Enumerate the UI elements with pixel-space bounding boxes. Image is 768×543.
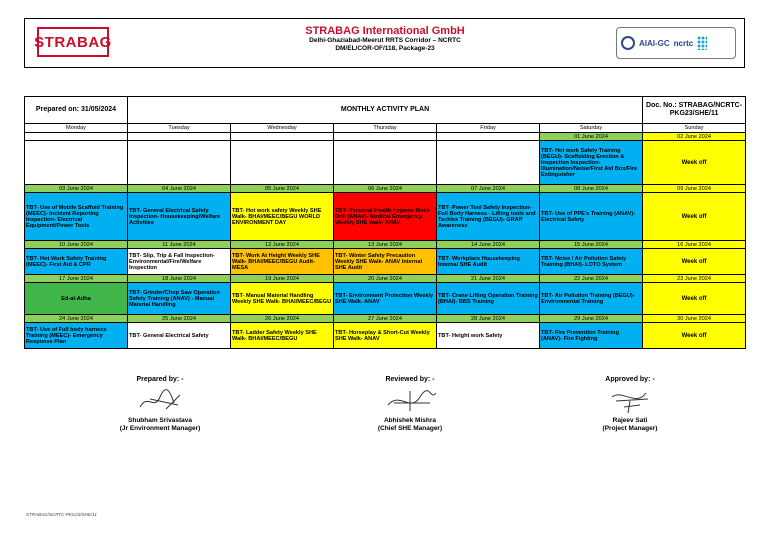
date-cell: 21 June 2024 xyxy=(437,275,540,283)
ncrtc-logo-text: ncrtc xyxy=(673,38,694,48)
holiday-cell: Ed-al-Adha xyxy=(25,283,128,315)
date-cell: 20 June 2024 xyxy=(334,275,437,283)
date-cell: 08 June 2024 xyxy=(540,185,643,193)
activity-cell: TBT- Personal Health hygiene Mock Drill (ANAV)- Medical Emergency Weekly SHE Walk- ANAV xyxy=(334,193,437,241)
date-cell xyxy=(231,133,334,141)
activity-cell: TBT- Workplace Housekeeping Internal SHE Audit xyxy=(437,249,540,275)
ncrtc-dots-icon xyxy=(697,36,707,50)
date-cell: 27 June 2024 xyxy=(334,315,437,323)
prepared-by-block xyxy=(90,376,230,433)
date-cell: 04 June 2024 xyxy=(128,185,231,193)
activity-cell: TBT- Power Tool Safety Inspection- Full Body Harness - Lifting tools and Tackles Training (BEGU)- GRAP Awareness xyxy=(437,193,540,241)
date-cell: 25 June 2024 xyxy=(128,315,231,323)
footer-ref: STRABAG/NCRTC-PKG23/SHE/11 xyxy=(26,512,97,517)
aiai-logo-text: AIAI-GC xyxy=(639,38,670,48)
date-cell xyxy=(437,133,540,141)
signer-name: Rajeev Sati xyxy=(612,417,648,424)
day-header: Saturday xyxy=(540,124,643,133)
doc-number: Doc. No.: STRABAG/NCRTC-PKG23/SHE/11 xyxy=(643,97,746,124)
company-name: STRABAG International GmbH xyxy=(305,25,465,37)
activity-cell xyxy=(231,141,334,185)
date-cell: 01 June 2024 xyxy=(540,133,643,141)
date-cell: 13 June 2024 xyxy=(334,241,437,249)
approved-by-block xyxy=(560,376,700,433)
activity-cell: TBT- Hot work safety Weekly SHE Walk- BHAI/MEEC/BEGU WORLD ENVIRONMENT DAY xyxy=(231,193,334,241)
day-header: Friday xyxy=(437,124,540,133)
date-cell xyxy=(25,133,128,141)
activity-cell: TBT- General Electrical Safety Inspection- Housekeeping/Welfare Activities xyxy=(128,193,231,241)
week-off-cell: Week off xyxy=(643,249,746,275)
monthly-activity-table xyxy=(24,96,746,349)
date-cell: 16 June 2024 xyxy=(643,241,746,249)
prepared-on: Prepared on: 31/05/2024 xyxy=(25,97,128,124)
activity-cell xyxy=(334,141,437,185)
activity-cell: TBT- Manual Material Handling Weekly SHE Walk- BHAI/MEEC/BEGU xyxy=(231,283,334,315)
date-cell xyxy=(334,133,437,141)
date-cell: 09 June 2024 xyxy=(643,185,746,193)
activity-cell xyxy=(437,141,540,185)
prepared-by-label: Prepared by: - xyxy=(136,376,184,383)
activity-cell: TBT- Winter Safety Precaution Weekly SHE Walk- ANAV Internal SHE Audit xyxy=(334,249,437,275)
activity-cell: TBT- Fire Prevention Training (ANAV)- Fire Fighting xyxy=(540,323,643,349)
plan-title: MONTHLY ACTIVITY PLAN xyxy=(128,97,643,124)
activity-cell: TBT- Use of PPE's Training (ANAV)- Electrical Safety xyxy=(540,193,643,241)
document-header xyxy=(24,18,745,68)
activity-cell xyxy=(25,141,128,185)
date-cell: 28 June 2024 xyxy=(437,315,540,323)
date-cell: 03 June 2024 xyxy=(25,185,128,193)
date-cell: 07 June 2024 xyxy=(437,185,540,193)
date-cell: 10 June 2024 xyxy=(25,241,128,249)
date-cell: 02 June 2024 xyxy=(643,133,746,141)
week-off-cell: Week off xyxy=(643,323,746,349)
date-cell: 23 June 2024 xyxy=(643,275,746,283)
date-cell: 05 June 2024 xyxy=(231,185,334,193)
reviewed-by-label: Reviewed by: - xyxy=(385,376,435,383)
signer-name: Abhishek Mishra xyxy=(383,417,436,424)
activity-cell: TBT- Air Pollution Training (BEGU)- Environmental Training xyxy=(540,283,643,315)
day-header: Thursday xyxy=(334,124,437,133)
activity-cell: TBT- Slip, Trip & Fall Inspection- Environmental/Fire/Welfare Inspection xyxy=(128,249,231,275)
activity-cell: TBT- Height work Safety xyxy=(437,323,540,349)
activity-cell: TBT- Use of Mobile Scaffold Training (MEEC)- Incident Reporting Inspection- Electrical Equipment/Power Tools xyxy=(25,193,128,241)
date-cell: 26 June 2024 xyxy=(231,315,334,323)
date-cell: 12 June 2024 xyxy=(231,241,334,249)
day-header: Tuesday xyxy=(128,124,231,133)
date-cell: 19 June 2024 xyxy=(231,275,334,283)
date-cell: 30 June 2024 xyxy=(643,315,746,323)
signer-role: (Project Manager) xyxy=(602,425,658,432)
signature-image xyxy=(380,385,440,415)
activity-cell: TBT- Crane Lifting Operation Training (BHAI)- BBS Training xyxy=(437,283,540,315)
date-cell: 15 June 2024 xyxy=(540,241,643,249)
activity-cell: TBT- Hot work Safety Training (BEGU)- Scaffolding Erection & Inspection Inspection- Illumination/Noise/First Aid Box/Fire Extinguisher xyxy=(540,141,643,185)
date-cell: 06 June 2024 xyxy=(334,185,437,193)
aiai-globe-icon xyxy=(621,36,635,50)
signer-name: Shubham Srivastava xyxy=(128,417,192,424)
date-cell: 22 June 2024 xyxy=(540,275,643,283)
signature-image xyxy=(130,385,190,415)
date-cell: 29 June 2024 xyxy=(540,315,643,323)
doc-ref: DM/EL/COR-OF/118, Package-23 xyxy=(335,45,435,52)
activity-cell: TBT- General Electrical Safety xyxy=(128,323,231,349)
activity-cell: TBT- Work At Height Weekly SHE Walk- BHAI/MEEC/BEGU Audit- MESA xyxy=(231,249,334,275)
reviewed-by-block xyxy=(340,376,480,433)
activity-cell: TBT- Hot Work Safety Training (MEEC)- First Aid & CPR xyxy=(25,249,128,275)
day-header: Monday xyxy=(25,124,128,133)
date-cell: 11 June 2024 xyxy=(128,241,231,249)
partner-logos xyxy=(616,27,736,59)
day-header: Sunday xyxy=(643,124,746,133)
date-cell xyxy=(128,133,231,141)
signer-role: (Chief SHE Manager) xyxy=(377,425,443,432)
date-cell: 17 June 2024 xyxy=(25,275,128,283)
activity-cell: TBT- Use of Full body harness Training (MEEC)- Emergency Response Plan xyxy=(25,323,128,349)
project-name: Delhi-Ghaziabad-Meerut RRTS Corridor – NCRTC xyxy=(309,37,461,44)
strabag-logo: STRABAG xyxy=(37,27,109,57)
activity-cell: TBT- Ladder Safety Weekly SHE Walk- BHAI/MEEC/BEGU xyxy=(231,323,334,349)
date-cell: 14 June 2024 xyxy=(437,241,540,249)
date-cell: 24 June 2024 xyxy=(25,315,128,323)
signer-role: (Jr Environment Manager) xyxy=(119,425,201,432)
activity-cell xyxy=(128,141,231,185)
activity-cell: TBT- Noise / Air Pollution Safety Training (BHAI)- LOTO System xyxy=(540,249,643,275)
signature-image xyxy=(600,385,660,415)
day-header: Wednesday xyxy=(231,124,334,133)
week-off-cell: Week off xyxy=(643,141,746,185)
activity-cell: TBT- Horseplay & Short-Cut Weekly SHE Walk- ANAV xyxy=(334,323,437,349)
week-off-cell: Week off xyxy=(643,193,746,241)
activity-cell: TBT- Environment Protection Weekly SHE Walk- ANAV xyxy=(334,283,437,315)
activity-cell: TBT- Grinder/Chop Saw Operation Safety Training (ANAV) - Manual Material Handling xyxy=(128,283,231,315)
approved-by-label: Approved by: - xyxy=(605,376,655,383)
week-off-cell: Week off xyxy=(643,283,746,315)
header-title-block xyxy=(225,25,545,53)
date-cell: 18 June 2024 xyxy=(128,275,231,283)
